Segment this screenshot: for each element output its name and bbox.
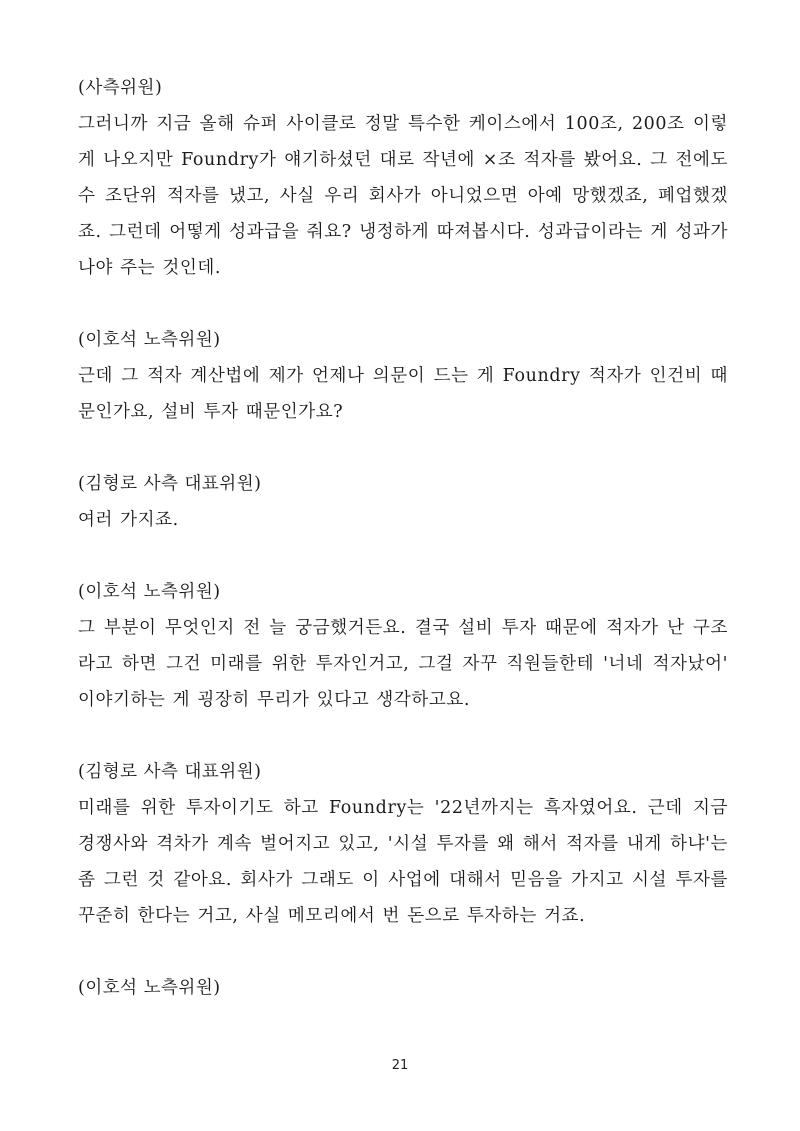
speaker-label: (김형로 사측 대표위원) xyxy=(78,474,262,494)
transcript-entry xyxy=(78,322,728,430)
transcript-entry xyxy=(78,574,728,718)
transcript-entry xyxy=(78,70,728,286)
speaker-label: (이호석 노측위원) xyxy=(78,330,221,350)
speaker-label: (이호석 노측위원) xyxy=(78,978,221,998)
speaker-label: (사측위원) xyxy=(78,78,163,98)
speaker-label: (이호석 노측위원) xyxy=(78,582,221,602)
speech-text: 여러 가지죠. xyxy=(78,510,179,530)
speaker-label: (김형로 사측 대표위원) xyxy=(78,762,262,782)
speech-text: 근데 그 적자 계산법에 제가 언제나 의문이 드는 게 Foundry 적자가 인건비 때문인가요, 설비 투자 때문인가요? xyxy=(78,366,728,422)
transcript-entry xyxy=(78,970,728,1006)
transcript-body xyxy=(78,70,728,1006)
speech-text: 미래를 위한 투자이기도 하고 Foundry는 '22년까지는 흑자였어요. 근데 지금 경쟁사와 격차가 계속 벌어지고 있고, '시설 투자를 왜 해서 적자를 내게 하냐'는 좀 그런 것 같아요. 회사가 그래도 이 사업에 대해서 믿음을 가지고 시설 투자를 꾸준히 한다는 거고, 사실 메모리에서 번 돈으로 투자하는 거죠. xyxy=(78,798,728,926)
transcript-entry xyxy=(78,754,728,934)
page-number: 21 xyxy=(391,1058,409,1073)
speech-text: 그러니까 지금 올해 슈퍼 사이클로 정말 특수한 케이스에서 100조, 200조 이렇게 나오지만 Foundry가 얘기하셨던 대로 작년에 ×조 적자를 봤어요. 그 전에도 수 조단위 적자를 냈고, 사실 우리 회사가 아니었으면 아예 망했겠죠, 폐업했겠죠. 그런데 어떻게 성과급을 줘요? 냉정하게 따져봅시다. 성과급이라는 게 성과가 나야 주는 것인데. xyxy=(78,114,728,278)
transcript-entry xyxy=(78,466,728,538)
speech-text: 그 부분이 무엇인지 전 늘 궁금했거든요. 결국 설비 투자 때문에 적자가 난 구조라고 하면 그건 미래를 위한 투자인거고, 그걸 자꾸 직원들한테 '너네 적자났어' 이야기하는 게 굉장히 무리가 있다고 생각하고요. xyxy=(78,618,728,710)
